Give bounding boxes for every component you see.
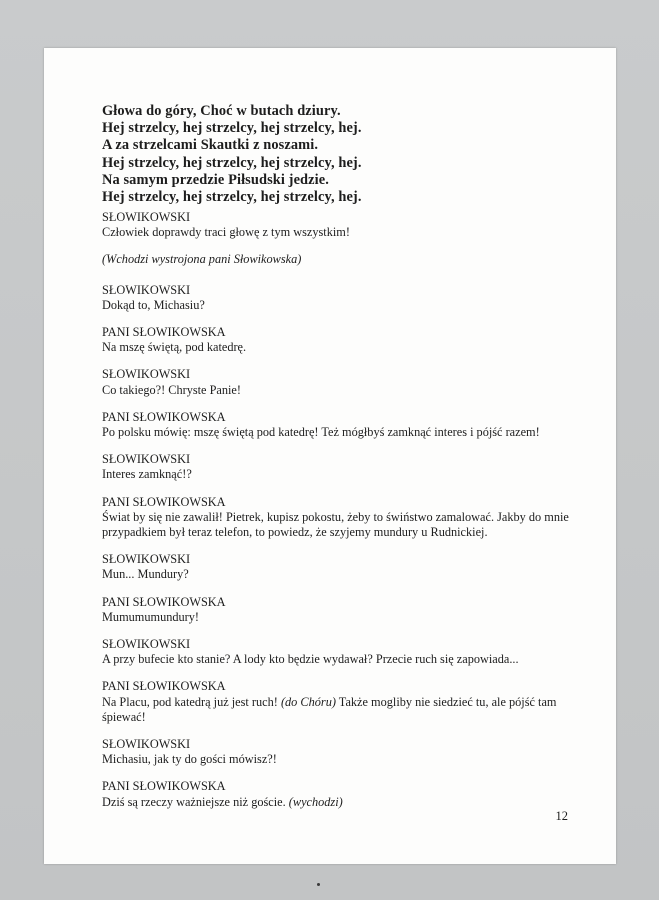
speaker-name: SŁOWIKOWSKI bbox=[102, 210, 191, 224]
speaker-name: SŁOWIKOWSKI bbox=[102, 552, 191, 567]
scan-dust-speck bbox=[317, 883, 320, 886]
speaker-name: PANI SŁOWIKOWSKA bbox=[102, 594, 226, 609]
dialogue-block bbox=[102, 779, 570, 809]
speech-text bbox=[102, 695, 570, 725]
speaker-name: PANI SŁOWIKOWSKA bbox=[102, 679, 226, 694]
dialogue-block bbox=[102, 367, 570, 397]
dialogue-block bbox=[102, 283, 570, 313]
speaker-name: PANI SŁOWIKOWSKA bbox=[102, 325, 226, 340]
speaker-name: PANI SŁOWIKOWSKA bbox=[102, 779, 226, 794]
speaker-name: SŁOWIKOWSKI bbox=[102, 452, 191, 467]
speaker-name: SŁOWIKOWSKI bbox=[102, 637, 191, 652]
speaker-name: SŁOWIKOWSKI bbox=[102, 282, 191, 297]
speech-text: A przy bufecie kto stanie? A lody kto będzie wydawał? Przecie ruch się zapowiada... bbox=[102, 652, 519, 667]
speech-text: Michasiu, jak ty do gości mówisz?! bbox=[102, 752, 277, 767]
speech-text-part: Także mogliby nie siedzieć tu, ale pójść tam śpiewać! bbox=[102, 694, 557, 724]
dialogue-block bbox=[102, 737, 570, 767]
dialogue-block bbox=[102, 637, 570, 667]
speech-text: Mun... Mundury? bbox=[102, 567, 189, 582]
speaker-name: SŁOWIKOWSKI bbox=[102, 737, 191, 752]
speech-text: Co takiego?! Chryste Panie! bbox=[102, 382, 241, 397]
song-lyrics bbox=[102, 103, 362, 206]
inline-stage-direction: (do Chóru) bbox=[280, 694, 336, 709]
inline-stage-direction: (wychodzi) bbox=[288, 794, 343, 809]
speech-text: Na mszę świętą, pod katedrę. bbox=[102, 340, 247, 355]
speaker-name: SŁOWIKOWSKI bbox=[102, 367, 191, 382]
speech-text bbox=[102, 795, 570, 810]
song-line: Na samym przedzie Piłsudski jedzie. bbox=[102, 171, 329, 188]
speech-text: Świat by się nie zawalił! Pietrek, kupisz pokostu, żeby to świństwo zamalować. Jakby do mnie przypadkiem był teraz telefon, to powiedz, że szyjemy mundury u Rudnickiej. bbox=[102, 509, 569, 540]
speaker-name: PANI SŁOWIKOWSKA bbox=[102, 494, 226, 509]
document-page bbox=[44, 48, 616, 864]
stage-direction: (Wchodzi wystrojona pani Słowikowska) bbox=[102, 252, 302, 267]
page-number: 12 bbox=[555, 809, 568, 823]
song-line: Hej strzelcy, hej strzelcy, hej strzelcy, hej. bbox=[102, 189, 362, 206]
dialogue-block bbox=[102, 552, 570, 582]
speech-text: Po polsku mówię: mszę świętą pod katedrę! Też mógłbyś zamknąć interes i pójść razem! bbox=[102, 425, 540, 440]
speech-text-part: Dziś są rzeczy ważniejsze niż goście. bbox=[102, 794, 289, 809]
speech-text-part: Na Placu, pod katedrą już jest ruch! bbox=[102, 694, 281, 709]
dialogue-block bbox=[102, 452, 570, 482]
speaker-name: PANI SŁOWIKOWSKA bbox=[102, 409, 226, 424]
dialogue-block bbox=[102, 595, 570, 625]
dialogue-block bbox=[102, 679, 570, 725]
dialogue-block bbox=[102, 410, 570, 440]
speech-text: Człowiek doprawdy traci głowę z tym wszystkim! bbox=[102, 225, 350, 240]
song-line: Głowa do góry, Choć w butach dziury. bbox=[102, 103, 341, 119]
song-line: Hej strzelcy, hej strzelcy, hej strzelcy, hej. bbox=[102, 154, 362, 171]
dialogue-block bbox=[102, 210, 570, 240]
dialogue-block bbox=[102, 495, 570, 541]
song-line: A za strzelcami Skautki z noszami. bbox=[102, 137, 319, 154]
speech-text: Interes zamknąć!? bbox=[102, 467, 192, 482]
dialogue-block bbox=[102, 325, 570, 355]
song-line: Hej strzelcy, hej strzelcy, hej strzelcy, hej. bbox=[102, 120, 362, 137]
dialogue-script bbox=[102, 210, 570, 822]
speech-text: Dokąd to, Michasiu? bbox=[102, 297, 205, 312]
speech-text: Mumumumundury! bbox=[102, 609, 200, 624]
